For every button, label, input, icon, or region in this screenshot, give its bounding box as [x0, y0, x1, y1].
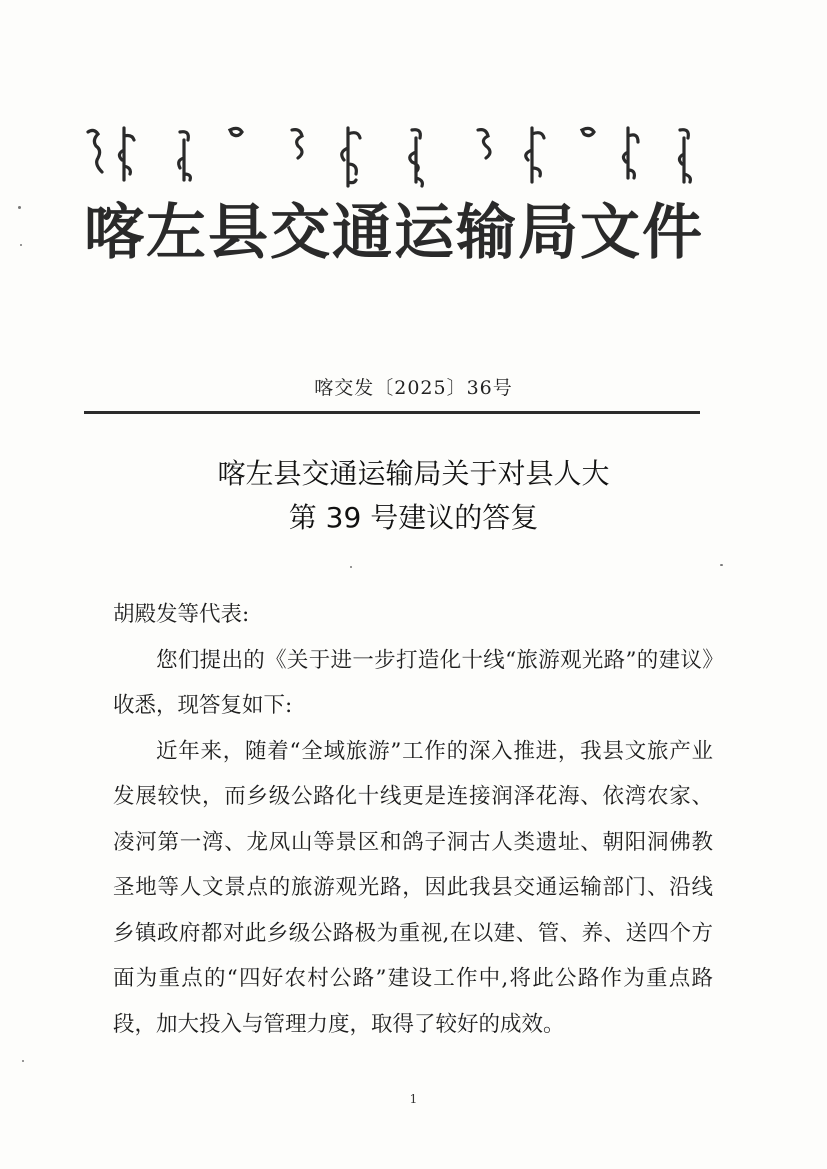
document-title-line-1: 喀左县交通运输局关于对县人大 — [217, 457, 610, 490]
document-body — [113, 592, 713, 1047]
scan-speck — [20, 244, 22, 246]
mongolian-script-heading — [80, 122, 700, 192]
body-paragraph-2: 近年来，随着“全域旅游”工作的深入推进，我县文旅产业发展较快，而乡级公路化十线更是连接润泽花海、依湾农家、凌河第一湾、龙凤山等景区和鸽子洞古人类遗址、朝阳洞佛教圣地等人文景点的旅游观光路，因此我县交通运输部门、沿线乡镇政府都对此乡级公路极为重视,在以建、管、养、送四个方面为重点的“四好农村公路”建设工作中,将此公路作为重点路段，加大投入与管理力度，取得了较好的成效。 — [113, 738, 713, 1037]
body-paragraph-1: 您们提出的《关于进一步打造化十线“旅游观光路”的建议》收悉，现答复如下: — [113, 647, 713, 718]
page-number: 1 — [409, 1092, 418, 1106]
salutation: 胡殿发等代表: — [113, 602, 250, 627]
agency-title: 喀左县交通运输局文件 — [84, 198, 704, 268]
document-title — [0, 452, 827, 540]
document-number: 喀交发〔2025〕36号 — [314, 377, 513, 399]
scan-speck — [720, 564, 723, 566]
header-rule — [84, 411, 700, 414]
scan-speck — [350, 566, 352, 568]
scan-speck — [18, 206, 21, 209]
scan-speck — [22, 1060, 24, 1062]
document-title-line-2: 第 39 号建议的答复 — [288, 501, 539, 534]
